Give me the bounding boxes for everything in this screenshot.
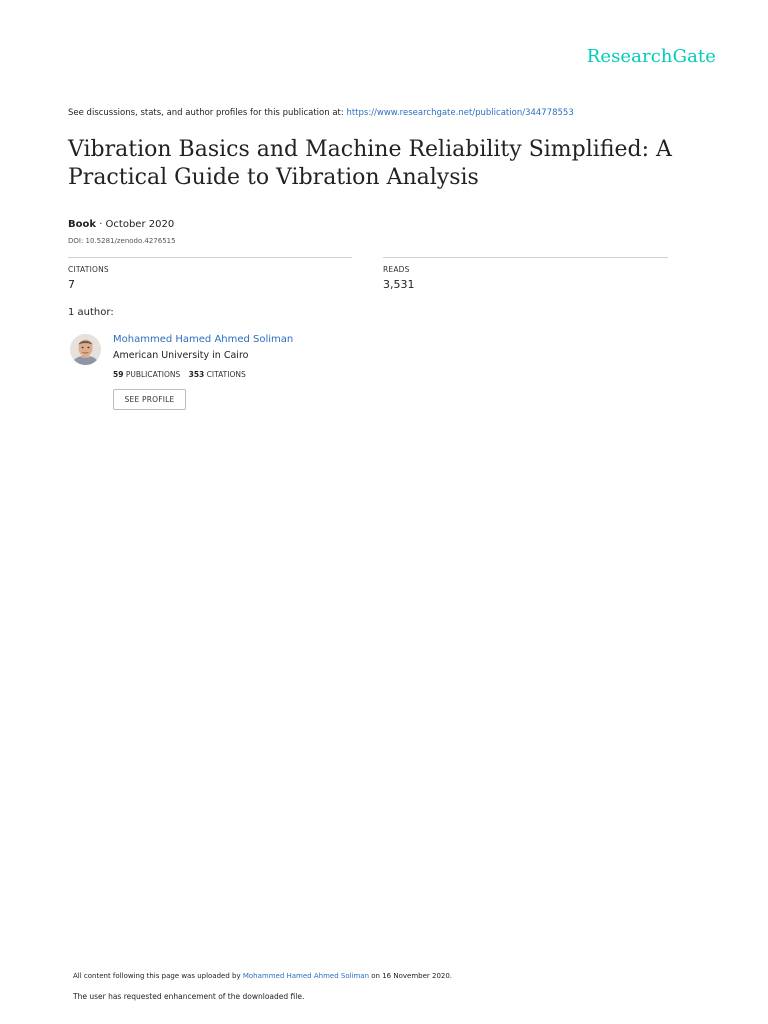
publication-title: Vibration Basics and Machine Reliability Simplified: A Practical Guide to Vibration Analysis	[68, 137, 672, 190]
reads-value: 3,531	[383, 278, 415, 291]
publication-url-link[interactable]: https://www.researchgate.net/publication/344778553	[346, 108, 574, 118]
author-institution: American University in Cairo	[113, 350, 249, 361]
publications-count: 59	[113, 370, 124, 379]
upload-prefix: All content following this page was uploaded by	[73, 972, 243, 980]
reads-label: READS	[383, 265, 410, 274]
citations-value: 7	[68, 278, 75, 291]
upload-notice	[73, 972, 452, 980]
discussion-line	[68, 108, 574, 118]
author-citations-label: CITATIONS	[206, 370, 246, 379]
author-stats	[113, 370, 246, 379]
enhancement-note: The user has requested enhancement of the downloaded file.	[73, 992, 305, 1001]
citations-label: CITATIONS	[68, 265, 109, 274]
publication-meta	[68, 219, 174, 230]
see-profile-button[interactable]: SEE PROFILE	[113, 389, 186, 410]
author-avatar[interactable]	[70, 334, 101, 365]
publications-label: PUBLICATIONS	[125, 370, 181, 379]
authors-heading: 1 author:	[68, 307, 114, 318]
upload-suffix: on 16 November 2020.	[369, 972, 453, 980]
discussion-text: See discussions, stats, and author profiles for this publication at:	[68, 108, 347, 118]
uploader-link[interactable]: Mohammed Hamed Ahmed Soliman	[242, 972, 370, 980]
publication-doi: DOI: 10.5281/zenodo.4276515	[68, 237, 176, 245]
author-name-link[interactable]: Mohammed Hamed Ahmed Soliman	[113, 334, 294, 345]
researchgate-logo[interactable]: ResearchGate	[586, 46, 716, 67]
publication-type: Book	[68, 219, 97, 230]
divider-citations	[68, 257, 352, 258]
author-citations-count: 353	[188, 370, 205, 379]
person-icon	[70, 334, 101, 365]
divider-reads	[383, 257, 668, 258]
publication-date: · October 2020	[96, 219, 175, 230]
